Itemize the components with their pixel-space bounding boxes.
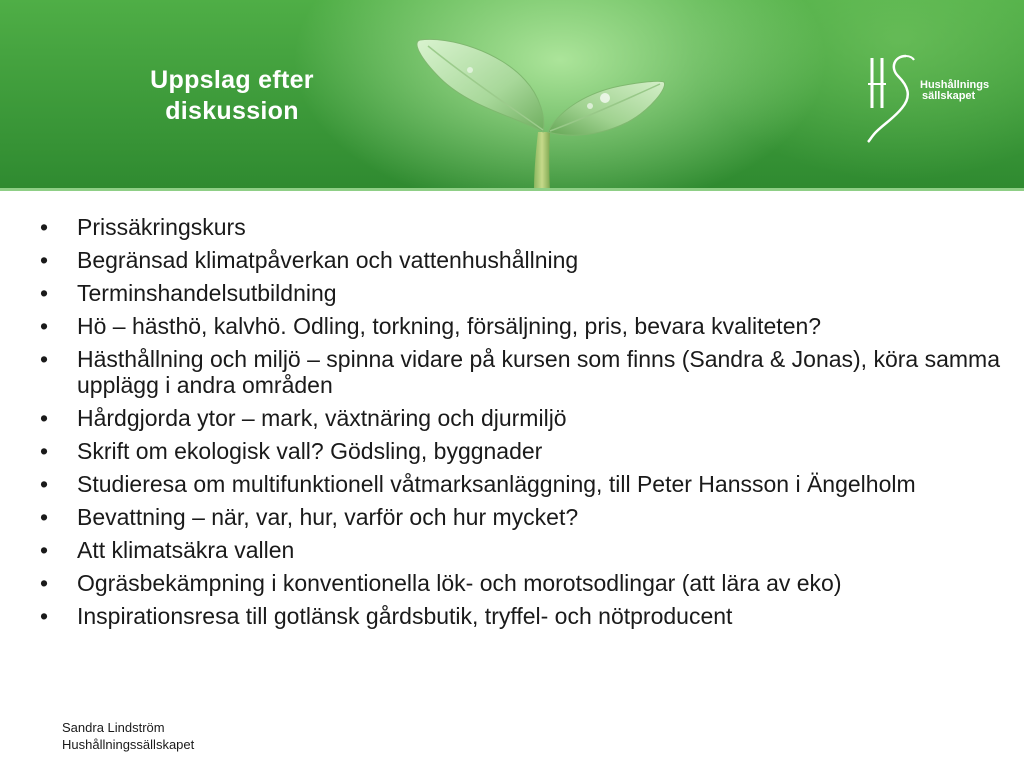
- bullet-icon: •: [40, 471, 49, 497]
- bullet-icon: •: [40, 504, 49, 530]
- bullet-icon: •: [40, 537, 49, 563]
- list-item: • Att klimatsäkra vallen: [40, 537, 295, 563]
- slide-footer: [62, 719, 194, 753]
- logo-text-line1: Hushållnings: [920, 79, 990, 91]
- list-item: • Hö – hästhö, kalvhö. Odling, torkning, försäljning, pris, bevara kvaliteten?: [40, 313, 822, 339]
- bullet-list: [40, 214, 1010, 636]
- list-item: • Terminshandelsutbildning: [40, 280, 337, 306]
- bullet-icon: •: [40, 280, 49, 306]
- bullet-icon: •: [40, 405, 49, 431]
- list-item: • Hårdgjorda ytor – mark, växtnäring och djurmiljö: [40, 405, 567, 431]
- list-item: • Begränsad klimatpåverkan och vattenhushållning: [40, 247, 579, 273]
- logo-text-line2: sällskapet: [922, 90, 976, 102]
- slide-title-line1: Uppslag efter: [150, 66, 314, 94]
- bullet-icon: •: [40, 570, 49, 596]
- list-item: • Ogräsbekämpning i konventionella lök- och morotsodlingar (att lära av eko): [40, 570, 842, 596]
- slide-title: [112, 65, 352, 127]
- list-item: • Inspirationsresa till gotlänsk gårdsbutik, tryffel- och nötproducent: [40, 603, 733, 629]
- bullet-icon: •: [40, 346, 49, 372]
- list-item: • Prissäkringskurs: [40, 214, 246, 240]
- list-item: • Skrift om ekologisk vall? Gödsling, byggnader: [40, 438, 543, 464]
- banner-divider: [0, 188, 1024, 191]
- hushallningssallskapet-logo: [858, 50, 998, 145]
- list-item: • Bevattning – när, var, hur, varför och hur mycket?: [40, 504, 579, 530]
- list-item: • Studieresa om multifunktionell våtmarksanläggning, till Peter Hansson i Ängelholm: [40, 471, 916, 497]
- header-banner: [0, 0, 1024, 190]
- hs-monogram-icon: [858, 50, 920, 145]
- footer-author: Sandra Lindström: [62, 720, 165, 735]
- bullet-icon: •: [40, 438, 49, 464]
- footer-organization: Hushållningssällskapet: [62, 737, 195, 752]
- bullet-icon: •: [40, 247, 49, 273]
- bullet-icon: •: [40, 214, 49, 240]
- bullet-icon: •: [40, 603, 49, 629]
- slide-title-line2: diskussion: [165, 97, 299, 125]
- list-item: • Hästhållning och miljö – spinna vidare på kursen som finns (Sandra & Jonas), köra samma upplägg i andra områden: [40, 346, 1000, 398]
- bullet-icon: •: [40, 313, 49, 339]
